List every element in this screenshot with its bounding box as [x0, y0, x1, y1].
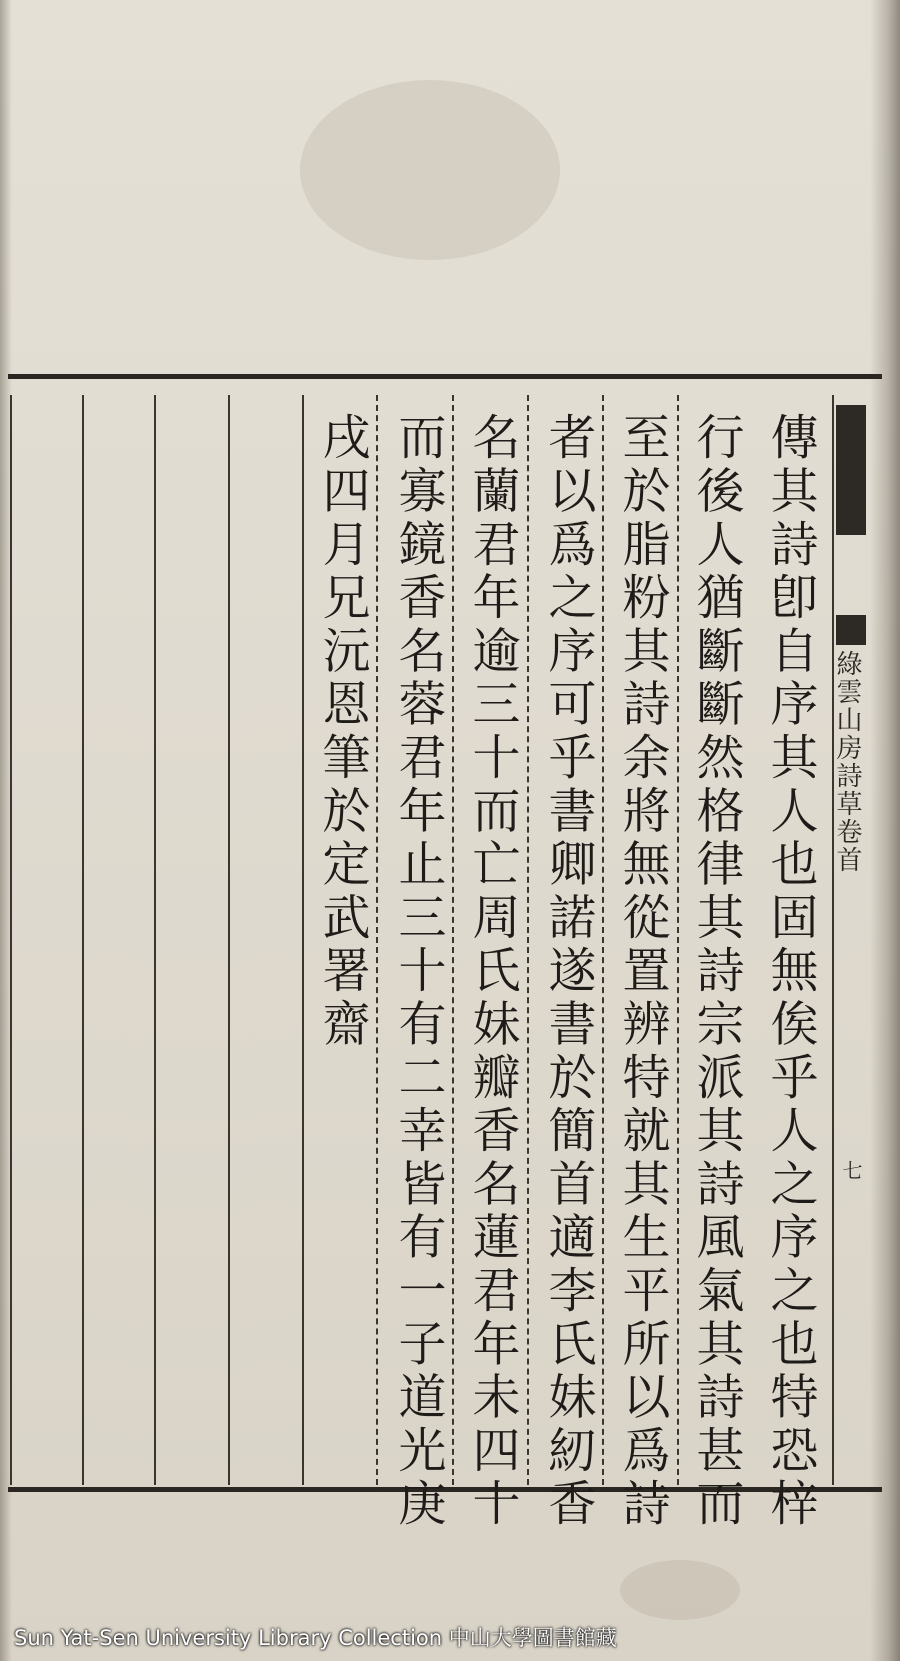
library-collection-caption: Sun Yat-Sen University Library Collection 中山大學圖書館藏	[14, 1626, 617, 1650]
column-rule	[527, 395, 529, 1485]
spine-fishtail-top	[836, 405, 866, 535]
text-column-2: 行後人猶斷斷然格律其詩宗派其詩風氣其詩甚而	[688, 412, 744, 1532]
text-column-4: 者以爲之序可乎書卿諾遂書於簡首適李氏妹紉香	[540, 412, 596, 1532]
column-rule	[376, 395, 378, 1485]
column-rule	[228, 395, 230, 1485]
text-column-1: 傳其詩卽自序其人也固無俟乎人之序之也特恐梓	[762, 412, 818, 1532]
page-fold-shadow	[870, 0, 900, 1661]
text-column-5: 名蘭君年逾三十而亡周氏妹瓣香名蓮君年未四十	[464, 412, 520, 1532]
column-rule	[452, 395, 454, 1485]
column-rule	[677, 395, 679, 1485]
column-rule	[10, 395, 12, 1485]
column-rule	[82, 395, 84, 1485]
frame-top-border	[8, 374, 882, 379]
spine-title: 綠雲山房詩草卷首	[832, 650, 862, 874]
text-column-3: 至於脂粉其詩余將無從置辨特就其生平所以爲詩	[614, 412, 670, 1532]
spine-page-number: 七	[839, 1160, 863, 1180]
column-rule	[832, 395, 834, 1485]
paper-stain	[620, 1560, 740, 1620]
text-column-7: 戌四月兄沅恩筆於定武署齋	[314, 412, 370, 1052]
spine-fishtail	[836, 615, 866, 645]
page-spine	[832, 405, 866, 1490]
column-rule	[602, 395, 604, 1485]
bleed-through-text	[30, 420, 90, 940]
paper-stain	[300, 80, 560, 260]
text-column-6: 而寡鏡香名蓉君年止三十有二幸皆有一子道光庚	[390, 412, 446, 1532]
column-rule	[154, 395, 156, 1485]
column-rule	[302, 395, 304, 1485]
